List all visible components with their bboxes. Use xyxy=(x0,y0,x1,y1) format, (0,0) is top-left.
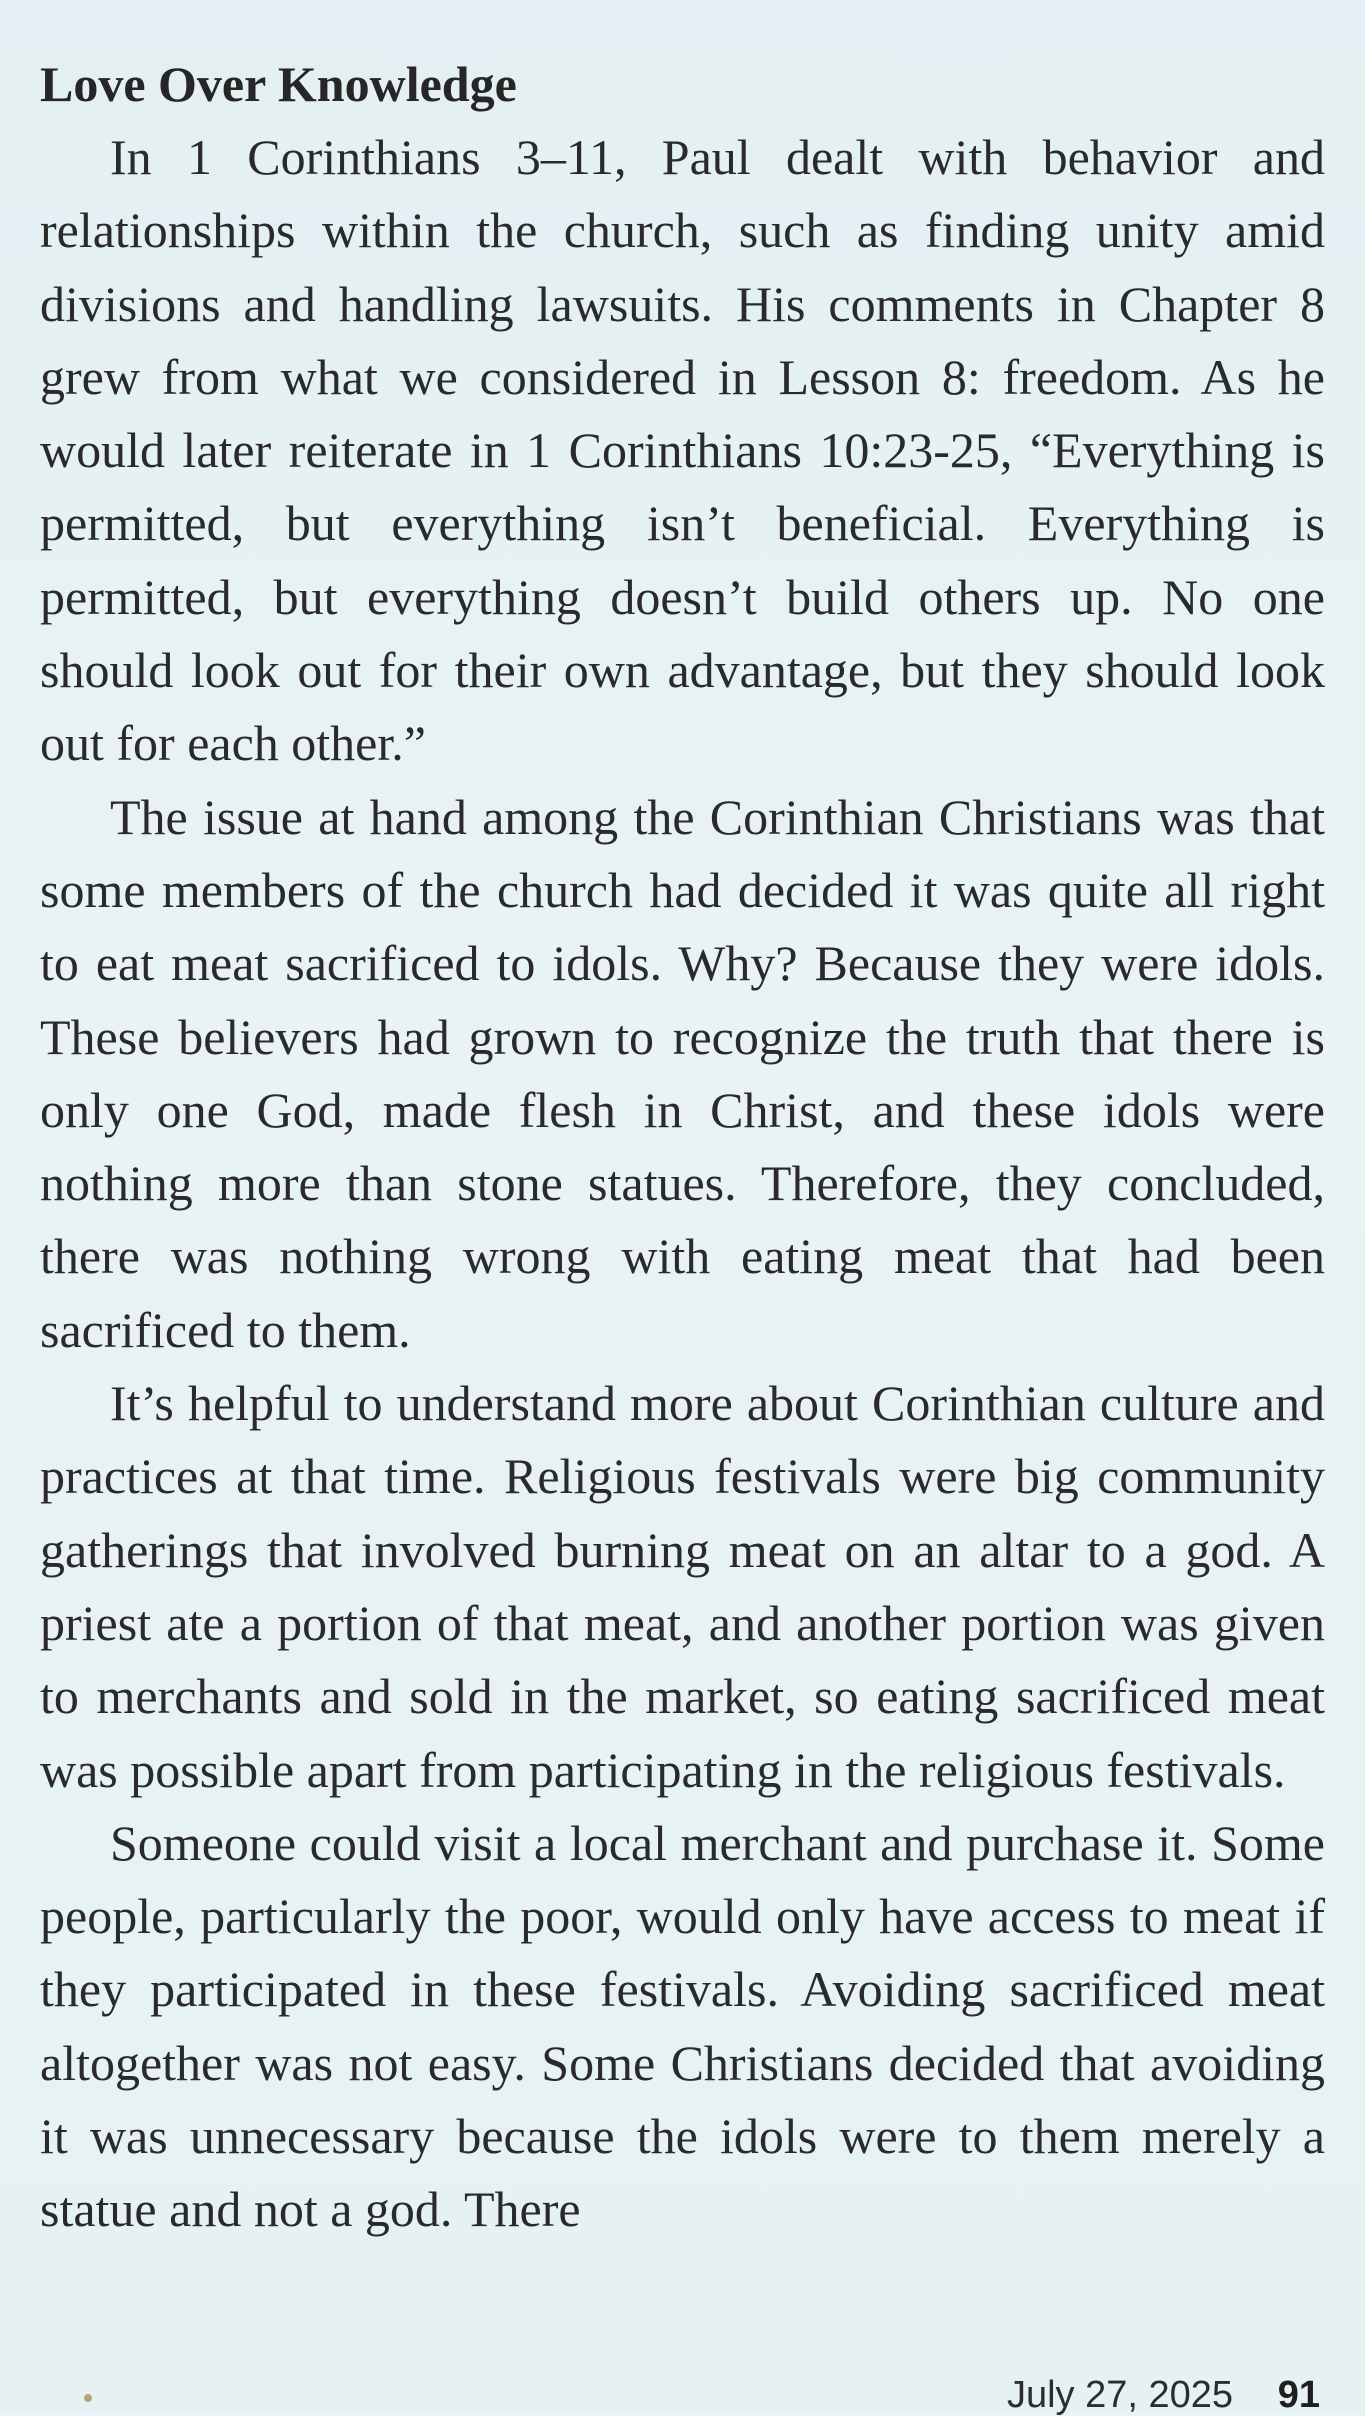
paragraph-3: It’s helpful to understand more about Corinthian culture and practices at that time. Religious festivals were big community gatherings that involved burning meat on an altar to a god. A priest ate a portion of that meat, and another portion was given to merchants and sold in the market, so eating sacrificed meat was possible apart from participating in the religious festivals. xyxy=(40,1375,1325,1798)
paper-speck xyxy=(84,2394,92,2402)
page-footer xyxy=(0,2375,1365,2415)
article-column xyxy=(40,48,1325,2247)
paragraph-4: Someone could visit a local merchant and purchase it. Some people, particularly the poor, would only have access to meat if they participated in these festivals. Avoiding sacrificed meat altogether was not easy. Some Christians decided that avoiding it was unnecessary because the idols were to them merely a statue and not a god. There xyxy=(40,1814,1325,2238)
paragraph-2: The issue at hand among the Corinthian Christians was that some members of the church had decided it was quite all right to eat meat sacrificed to idols. Why? Because they were idols. These believers had grown to recognize the truth that there is only one God, made flesh in Christ, and these idols were nothing more than stone statues. Therefore, they concluded, there was nothing wrong with eating meat that had been sacrificed to them. xyxy=(40,788,1325,1358)
section-heading: Love Over Knowledge xyxy=(40,56,517,112)
paragraph-1: In 1 Corinthians 3–11, Paul dealt with behavior and relationships within the church, such as finding unity amid divisions and handling lawsuits. His comments in Chapter 8 grew from what we considered in Lesson 8: freedom. As he would later reiterate in 1 Corinthians 10:23-25, “Everything is permitted, but everything isn’t beneficial. Everything is permitted, but everything doesn’t build others up. No one should look out for their own advantage, but they should look out for each other.” xyxy=(40,129,1325,772)
footer-date: July 27, 2025 xyxy=(1006,2374,1233,2416)
page-number: 91 xyxy=(1277,2374,1320,2416)
